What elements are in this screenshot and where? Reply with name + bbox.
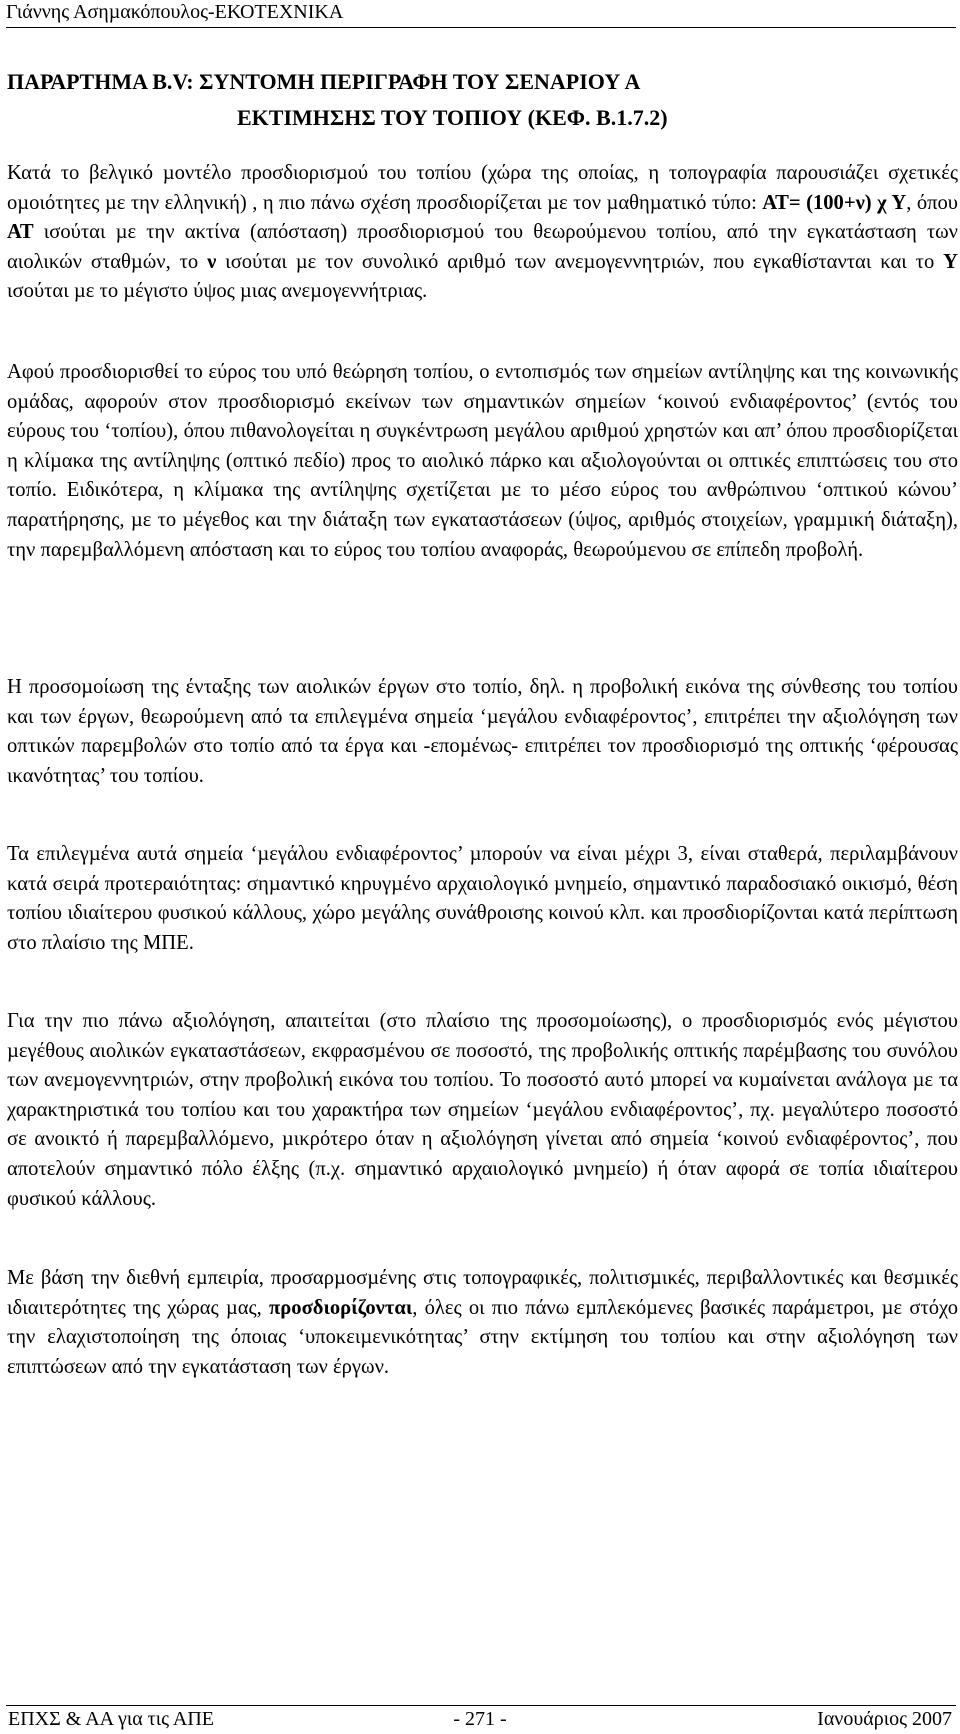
p1-text-3: ισούται µε την ακτίνα (απόσταση) προσδιορισµού του θεωρούµενου τοπίου, από την εγκατάσταση των αιολικών σταθµών, το: [7, 221, 958, 273]
paragraph-perception-points: Αφού προσδιορισθεί το εύρος του υπό θεώρηση τοπίου, ο εντοπισµός των σηµείων αντίληψης και της κοινωνικής οµάδας, αφορούν στον προσδιορισµό εκείνων των σηµαντικών σηµείων ‘κοινού ενδιαφέροντος’ (εντός του εύρους του ‘τοπίου), όπου πιθανολογείται η συγκέντρωση µεγάλου αριθµού χρηστών και απ’ όπου προσδιορίζεται η κλίµακα της αντίληψης (οπτικό πεδίο) προς το αιολικό πάρκο και αξιολογούνται οι οπτικές επιπτώσεις του στο τοπίο. Ειδικότερα, η κλίµακα της αντίληψης σχετίζεται µε το µέσο εύρος του ανθρώπινου ‘οπτικού κώνου’ παρατήρησης, µε το µέγεθος και την διάταξη των εγκαταστάσεων (ύψος, αριθµός στοιχείων, γραµµική διάταξη), την παρεµβαλλόµενη απόσταση και το εύρος του τοπίου αναφοράς, θεωρούµενου σε επίπεδη προβολή.: [7, 361, 958, 561]
symbol-ypsilon: Υ: [943, 250, 958, 273]
section-title: [7, 64, 947, 136]
p6-text-2: , όλες οι πιο πάνω εµπλεκόµενες βασικές παράµετροι, µε στόχο την ελαχιστοποίηση της όποιας ‘υποκειµενικότητας’ στην εκτίµηση του τοπίου και στην αξιολόγηση των επιπτώσεων από την εγκατάσταση των έργων.: [7, 1296, 959, 1378]
formula: ΑΤ= (100+ν) χ Υ: [762, 191, 907, 214]
footer-divider: [6, 1705, 956, 1706]
p1-text-1: Κατά το βελγικό µοντέλο προσδιορισµού του τοπίου (χώρα της οποίας, η τοπογραφία παρουσιάζει σχετικές οµοιότητες µε την ελληνική) , η πιο πάνω σχέση προσδιορίζεται µε τον µαθηµατικό τύπο:: [7, 162, 958, 214]
paragraph-interest-points: Τα επιλεγµένα αυτά σηµεία ‘µεγάλου ενδιαφέροντος’ µπορούν να είναι µέχρι 3, είναι σταθερά, περιλαµβάνουν κατά σειρά προτεραιότητας: σηµαντικό κηρυγµένο αρχαιολογικό µνηµείο, σηµαντικό παραδοσιακό οικισµό, θέση τοπίου ιδιαίτερου φυσικού κάλλους, χώρο µεγάλης συνάθροισης κοινού κλπ. και προσδιορίζονται κατά περίπτωση στο πλαίσιο της ΜΠΕ.: [7, 843, 958, 954]
p1-text-2: , όπου: [906, 191, 959, 214]
running-header: Γιάννης Ασηµακόπουλος-ΕΚΟΤΕΧΝΙΚΑ: [6, 1, 344, 23]
section-title-line-1: ΠΑΡΑΡΤΗΜΑ Β.V: ΣΥΝΤΟΜΗ ΠΕΡΙΓΡΑΦΗ ΤΟΥ ΣΕΝΑΡΙΟΥ Α: [7, 69, 641, 94]
paragraph-international-experience: [7, 1264, 958, 1382]
p1-text-4: ισούται µε τον συνολικό αριθµό των ανεµογεννητριών, που εγκαθίστανται και το: [216, 250, 944, 273]
symbol-nu: ν: [207, 250, 217, 273]
symbol-at: ΑΤ: [7, 221, 34, 244]
p6-bold-term: προσδιορίζονται: [269, 1296, 413, 1319]
p6-text-1: Με βάση την διεθνή εµπειρία, προσαρµοσµένης στις τοπογραφικές, πολιτισµικές, περιβαλλοντικές και θεσµικές ιδιαιτερότητες της χώρας µας,: [7, 1267, 958, 1319]
paragraph-evaluation: Για την πιο πάνω αξιολόγηση, απαιτείται (στο πλαίσιο της προσοµοίωσης), ο προσδιορισµός ενός µέγιστου µεγέθους αιολικών εγκαταστάσεων, εκφρασµένου σε ποσοστό, της προβολικής οπτικής παρέµβασης του συνόλου των ανεµογεννητριών, στην προβολική εικόνα του τοπίου. Το ποσοστό αυτό µπορεί να κυµαίνεται ανάλογα µε τα χαρακτηριστικά του τοπίου και του χαρακτήρα των σηµείων ‘µεγάλου ενδιαφέροντος’, πχ. µεγαλύτερο ποσοστό σε ανοικτό ή παρεµβαλλόµενο, µικρότερο όταν η αξιολόγηση γίνεται από σηµεία ‘κοινού ενδιαφέροντος’, που αποτελούν σηµαντικό πόλο έλξης (π.χ. σηµαντικό αρχαιολογικό µνηµείο) ή όταν αφορά σε τοπία ιδιαίτερου φυσικού κάλλους.: [7, 1010, 958, 1210]
section-title-line-2: ΕΚΤΙΜΗΣΗΣ ΤΟΥ ΤΟΠΙΟΥ (ΚΕΦ. Β.1.7.2): [237, 105, 668, 130]
footer-date: Ιανουάριος 2007: [817, 1708, 952, 1730]
p1-text-5: ισούται µε το µέγιστο ύψος µιας ανεµογεννήτριας.: [7, 280, 428, 303]
header-divider: [6, 27, 956, 28]
paragraph-simulation: Η προσοµοίωση της ένταξης των αιολικών έργων στο τοπίο, δηλ. η προβολική εικόνα της σύνθεσης του τοπίου και των έργων, θεωρούµενη από τα επιλεγµένα σηµεία ‘µεγάλου ενδιαφέροντος’, επιτρέπει την αξιολόγηση των οπτικών παρεµβολών στο τοπίο από τα έργα και -εποµένως- επιτρέπει τον προσδιορισµό της οπτικής ‘φέρουσας ικανότητας’ του τοπίου.: [7, 676, 958, 787]
page-number: - 271 -: [453, 1708, 507, 1730]
footer-left: ΕΠΧΣ & ΑΑ για τις ΑΠΕ: [8, 1708, 215, 1730]
paragraph-formula: [7, 159, 958, 307]
